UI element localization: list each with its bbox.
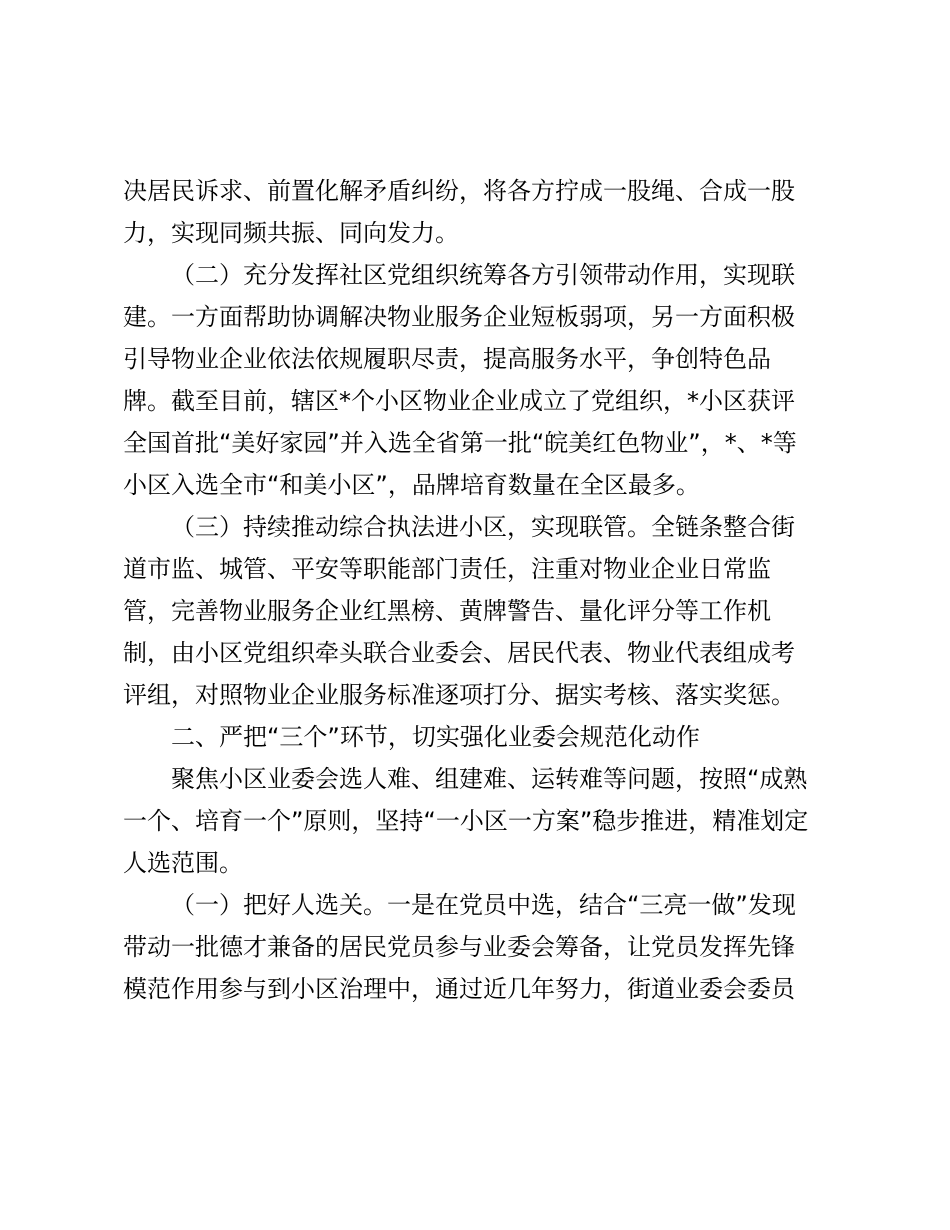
text-line: 带动一批德才兼备的居民党员参与业委会筹备，让党员发挥先锋 [123,933,795,961]
text-line: 评组，对照物业企业服务标准逐项打分、据实考核、落实奖惩。 [123,681,795,709]
text-line: 小区入选全市“和美小区”，品牌培育数量在全区最多。 [123,471,700,499]
text-line: 牌。截至目前，辖区*个小区物业企业成立了党组织，*小区获评 [123,387,795,415]
paragraph-heading-1: （一）把好人选关。一是在党员中选，结合“三亮一做”发现 [171,891,796,919]
text-line: 决居民诉求、前置化解矛盾纠纷，将各方拧成一股绳、合成一股 [123,177,795,205]
text-line: 道市监、城管、平安等职能部门责任，注重对物业企业日常监 [123,555,771,583]
text-line: 模范作用参与到小区治理中，通过近几年努力，街道业委会委员 [123,975,795,1003]
text-line: 建。一方面帮助协调解决物业服务企业短板弱项，另一方面积极 [123,303,795,331]
text-line: 人选范围。 [123,849,243,877]
text-line: 一个、培育一个”原则，坚持“一小区一方案”稳步推进，精准划定 [123,807,809,835]
text-line: 全国首批“美好家园”并入选全省第一批“皖美红色物业”，*、*等 [123,429,797,457]
text-line: 制，由小区党组织牵头联合业委会、居民代表、物业代表组成考 [123,639,795,667]
text-line: 引导物业企业依法依规履职尽责，提高服务水平，争创特色品 [123,345,771,373]
section-heading: 二、严把“三个”环节，切实强化业委会规范化动作 [171,723,700,751]
text-line: 聚焦小区业委会选人难、组建难、运转难等问题，按照“成熟 [171,765,808,793]
paragraph-heading-3: （三）持续推动综合执法进小区，实现联管。全链条整合街 [171,513,795,541]
paragraph-heading-2: （二）充分发挥社区党组织统筹各方引领带动作用，实现联 [171,261,795,289]
text-line: 管，完善物业服务企业红黑榜、黄牌警告、量化评分等工作机 [123,597,771,625]
text-line: 力，实现同频共振、同向发力。 [123,219,459,247]
